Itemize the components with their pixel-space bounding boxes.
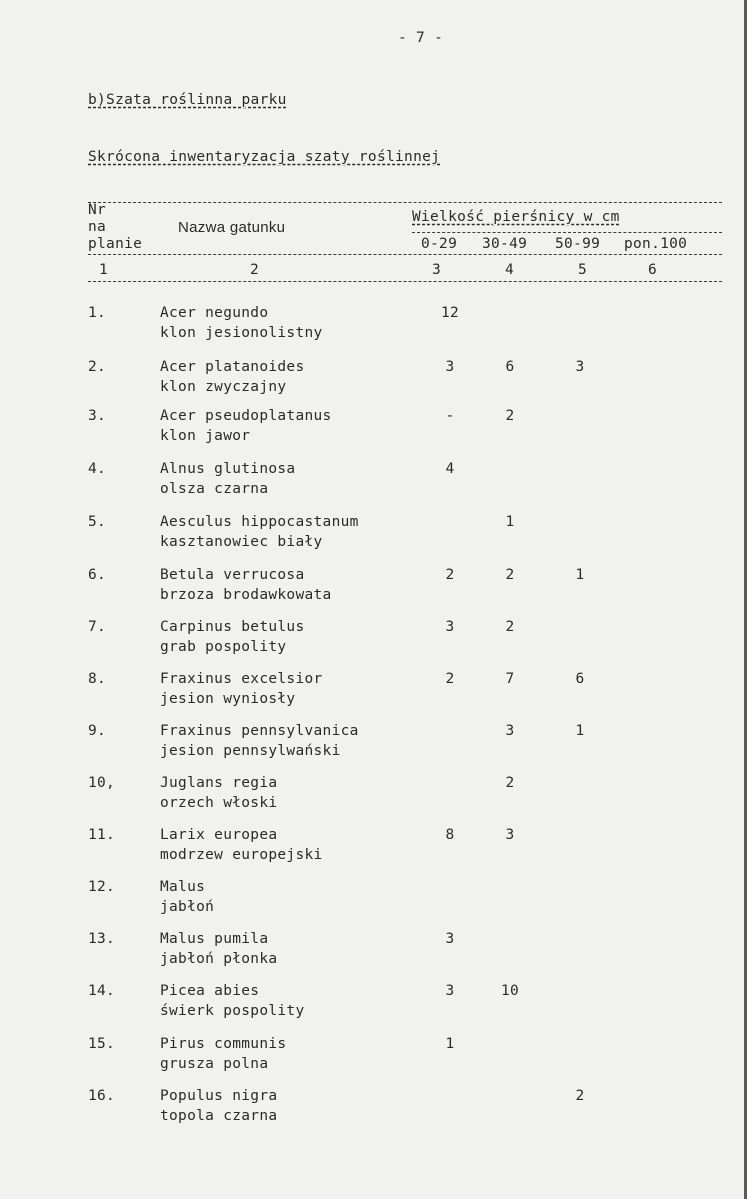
count-0-29: 3 <box>445 983 455 999</box>
count-0-29: 2 <box>445 567 455 583</box>
table-row <box>0 305 747 345</box>
polish-name: klon jesionolistny <box>160 325 323 341</box>
latin-name: Acer pseudoplatanus <box>160 408 332 424</box>
latin-name: Malus <box>160 879 206 895</box>
table-row <box>0 879 747 919</box>
header-nr: Nr <box>88 202 107 218</box>
row-number: 15. <box>88 1036 116 1052</box>
table-row <box>0 723 747 763</box>
header-na: na <box>88 219 107 235</box>
header-size-rule <box>412 232 722 233</box>
row-number: 5. <box>88 514 107 530</box>
header-size-title: Wielkość pierśnicy w cm <box>412 209 620 225</box>
count-30-49: 6 <box>505 359 515 375</box>
header-size-0-29: 0-29 <box>421 236 458 252</box>
col-number-1: 1 <box>99 262 109 278</box>
col-number-5: 5 <box>578 262 588 278</box>
header-planie: planie <box>88 236 143 252</box>
count-50-99: 1 <box>575 723 585 739</box>
table-row <box>0 408 747 448</box>
latin-name: Populus nigra <box>160 1088 278 1104</box>
count-30-49: 2 <box>505 567 515 583</box>
table-row <box>0 671 747 711</box>
count-0-29: 8 <box>445 827 455 843</box>
row-number: 7. <box>88 619 107 635</box>
col-number-3: 3 <box>432 262 442 278</box>
header-mid-rule <box>88 254 722 255</box>
polish-name: jabłoń płonka <box>160 951 278 967</box>
latin-name: Acer negundo <box>160 305 269 321</box>
polish-name: kasztanowiec biały <box>160 534 323 550</box>
count-0-29: 3 <box>445 931 455 947</box>
table-row <box>0 1088 747 1128</box>
row-number: 4. <box>88 461 107 477</box>
latin-name: Carpinus betulus <box>160 619 305 635</box>
latin-name: Malus pumila <box>160 931 269 947</box>
latin-name: Juglans regia <box>160 775 278 791</box>
row-number: 1. <box>88 305 107 321</box>
table-row <box>0 619 747 659</box>
polish-name: grusza polna <box>160 1056 269 1072</box>
polish-name: jabłoń <box>160 899 215 915</box>
col-number-6: 6 <box>648 262 658 278</box>
count-30-49: 2 <box>505 775 515 791</box>
count-0-29: 4 <box>445 461 455 477</box>
polish-name: olsza czarna <box>160 481 269 497</box>
count-0-29: - <box>445 408 455 424</box>
count-50-99: 1 <box>575 567 585 583</box>
count-30-49: 10 <box>500 983 520 999</box>
page-number: - 7 - <box>398 30 444 46</box>
table-row <box>0 461 747 501</box>
row-number: 16. <box>88 1088 116 1104</box>
latin-name: Acer platanoides <box>160 359 305 375</box>
polish-name: brzoza brodawkowata <box>160 587 332 603</box>
polish-name: topola czarna <box>160 1108 278 1124</box>
subtitle: Skrócona inwentaryzacja szaty roślinnej <box>88 149 441 165</box>
count-30-49: 2 <box>505 408 515 424</box>
header-bottom-rule <box>88 281 722 282</box>
header-size-50-99: 50-99 <box>555 236 601 252</box>
polish-name: klon zwyczajny <box>160 379 287 395</box>
row-number: 8. <box>88 671 107 687</box>
row-number: 13. <box>88 931 116 947</box>
header-size-pon100: pon.100 <box>624 236 688 252</box>
table-row <box>0 567 747 607</box>
polish-name: jesion wyniosły <box>160 691 296 707</box>
latin-name: Alnus glutinosa <box>160 461 296 477</box>
row-number: 12. <box>88 879 116 895</box>
latin-name: Betula verrucosa <box>160 567 305 583</box>
latin-name: Larix europea <box>160 827 278 843</box>
table-row <box>0 827 747 867</box>
polish-name: klon jawor <box>160 428 251 444</box>
latin-name: Fraxinus excelsior <box>160 671 323 687</box>
latin-name: Picea abies <box>160 983 260 999</box>
count-30-49: 2 <box>505 619 515 635</box>
row-number: 9. <box>88 723 107 739</box>
table-row <box>0 983 747 1023</box>
row-number: 14. <box>88 983 116 999</box>
count-0-29: 12 <box>440 305 460 321</box>
table-row <box>0 775 747 815</box>
polish-name: grab pospolity <box>160 639 287 655</box>
section-title: b)Szata roślinna parku <box>88 92 287 108</box>
col-number-2: 2 <box>250 262 260 278</box>
header-size-30-49: 30-49 <box>482 236 528 252</box>
col-number-4: 4 <box>505 262 515 278</box>
count-30-49: 3 <box>505 827 515 843</box>
table-row <box>0 359 747 399</box>
table-row <box>0 1036 747 1076</box>
latin-name: Fraxinus pennsylvanica <box>160 723 359 739</box>
row-number: 2. <box>88 359 107 375</box>
header-name: Nazwa gatunku <box>178 219 286 236</box>
count-50-99: 2 <box>575 1088 585 1104</box>
row-number: 10, <box>88 775 116 791</box>
polish-name: modrzew europejski <box>160 847 323 863</box>
count-0-29: 3 <box>445 619 455 635</box>
table-top-rule <box>88 202 722 203</box>
count-0-29: 2 <box>445 671 455 687</box>
row-number: 6. <box>88 567 107 583</box>
polish-name: orzech włoski <box>160 795 278 811</box>
polish-name: jesion pennsylwański <box>160 743 341 759</box>
count-50-99: 3 <box>575 359 585 375</box>
count-0-29: 3 <box>445 359 455 375</box>
table-row <box>0 931 747 971</box>
table-row <box>0 514 747 554</box>
row-number: 3. <box>88 408 107 424</box>
count-30-49: 1 <box>505 514 515 530</box>
count-30-49: 7 <box>505 671 515 687</box>
polish-name: świerk pospolity <box>160 1003 305 1019</box>
row-number: 11. <box>88 827 116 843</box>
count-0-29: 1 <box>445 1036 455 1052</box>
count-50-99: 6 <box>575 671 585 687</box>
count-30-49: 3 <box>505 723 515 739</box>
latin-name: Aesculus hippocastanum <box>160 514 359 530</box>
latin-name: Pirus communis <box>160 1036 287 1052</box>
